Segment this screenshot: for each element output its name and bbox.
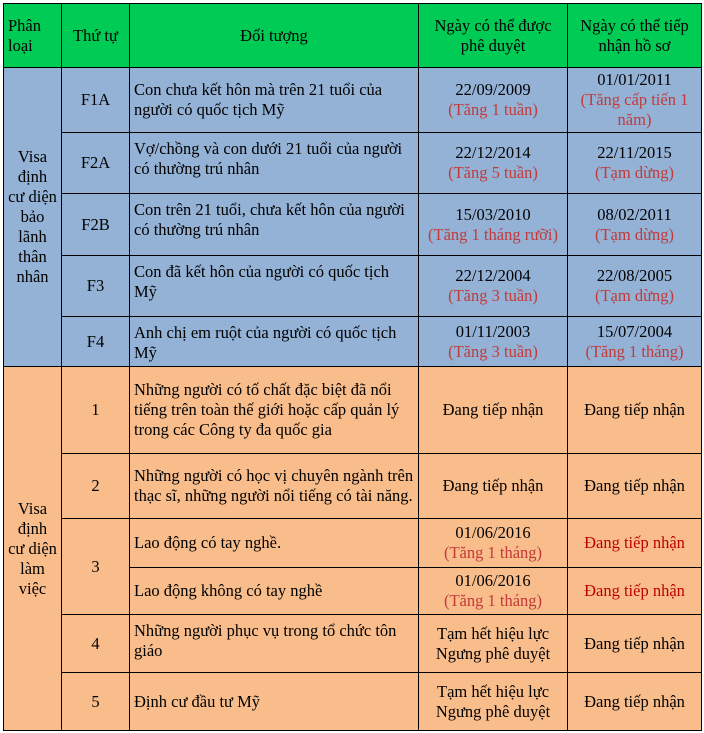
approval-cell <box>419 673 568 731</box>
receive-cell <box>568 256 702 317</box>
approval-cell <box>419 568 568 615</box>
table-row <box>4 194 702 256</box>
subject-cell: Con đã kết hôn của người có quốc tịch Mỹ <box>130 256 419 317</box>
approval-cell <box>419 519 568 568</box>
table-row <box>4 454 702 519</box>
approval-date: 22/12/2014 <box>455 143 531 162</box>
receive-cell: Đang tiếp nhận <box>568 367 702 454</box>
approval-line2: Ngưng phê duyệt <box>435 643 551 663</box>
subject-cell: Lao động không có tay nghề <box>130 568 419 615</box>
order-cell: F4 <box>62 317 130 367</box>
table-row <box>4 133 702 194</box>
approval-cell: Đang tiếp nhận <box>419 367 568 454</box>
order-cell: 2 <box>62 454 130 519</box>
approval-cell: Đang tiếp nhận <box>419 454 568 519</box>
subject-cell: Những người phục vụ trong tổ chức tôn giáo <box>130 615 419 673</box>
approval-note: (Tăng 3 tuần) <box>448 286 538 305</box>
approval-line1: Tạm hết hiệu lực <box>436 681 550 701</box>
receive-date: 15/07/2004 <box>596 321 673 341</box>
table-row <box>4 673 702 731</box>
header-row <box>4 4 702 68</box>
receive-note: (Tăng cấp tiến 1 năm) <box>580 90 689 129</box>
table-row <box>4 68 702 133</box>
approval-note: (Tăng 1 tháng) <box>443 591 543 610</box>
header-approval-date: Ngày có thể được phê duyệt <box>419 4 568 68</box>
order-cell: 4 <box>62 615 130 673</box>
receive-cell: Đang tiếp nhận <box>568 519 702 568</box>
approval-cell <box>419 194 568 256</box>
approval-note: (Tăng 1 tháng rưỡi) <box>428 224 558 244</box>
subject-cell: Định cư đầu tư Mỹ <box>130 673 419 731</box>
table-row <box>4 256 702 317</box>
table-row <box>4 615 702 673</box>
subject-cell: Lao động có tay nghề. <box>130 519 419 568</box>
receive-cell <box>568 68 702 133</box>
header-category: Phân loại <box>4 4 62 68</box>
approval-note: (Tăng 1 tháng) <box>443 543 543 562</box>
receive-date: 22/11/2015 <box>597 143 672 162</box>
order-cell: F3 <box>62 256 130 317</box>
table-row <box>4 367 702 454</box>
approval-line2: Ngưng phê duyệt <box>435 701 551 721</box>
approval-date: 01/06/2016 <box>455 571 531 590</box>
receive-date: 08/02/2011 <box>597 204 672 224</box>
approval-cell <box>419 133 568 194</box>
subject-cell: Con trên 21 tuổi, chưa kết hôn của người có thường trú nhân <box>130 194 419 256</box>
receive-cell: Đang tiếp nhận <box>568 454 702 519</box>
receive-note: (Tạm dừng) <box>594 224 675 244</box>
order-cell: 3 <box>62 519 130 615</box>
receive-note: (Tạm dừng) <box>594 163 675 182</box>
approval-date: 01/11/2003 <box>455 321 531 341</box>
receive-cell <box>568 194 702 256</box>
approval-cell <box>419 615 568 673</box>
approval-cell <box>419 256 568 317</box>
receive-cell: Đang tiếp nhận <box>568 568 702 615</box>
approval-note: (Tăng 5 tuần) <box>448 163 538 182</box>
receive-date: 01/01/2011 <box>597 70 672 89</box>
order-cell: 1 <box>62 367 130 454</box>
approval-line1: Tạm hết hiệu lực <box>436 623 550 643</box>
table-row <box>4 519 702 568</box>
table-row <box>4 317 702 367</box>
approval-date: 22/12/2004 <box>455 266 531 285</box>
approval-note: (Tăng 3 tuần) <box>448 341 538 361</box>
order-cell: F2B <box>62 194 130 256</box>
group-family: Visa định cư diện bảo lãnh thân nhân <box>4 68 62 367</box>
receive-note: (Tạm dừng) <box>594 286 675 305</box>
receive-note: (Tăng 1 tháng) <box>585 341 684 361</box>
approval-cell <box>419 68 568 133</box>
header-subject: Đối tượng <box>130 4 419 68</box>
receive-cell <box>568 133 702 194</box>
order-cell: 5 <box>62 673 130 731</box>
approval-note: (Tăng 1 tuần) <box>448 100 538 119</box>
subject-cell: Vợ/chồng và con dưới 21 tuổi của người có thường trú nhân <box>130 133 419 194</box>
approval-cell <box>419 317 568 367</box>
header-order: Thứ tự <box>62 4 130 68</box>
subject-cell: Con chưa kết hôn mà trên 21 tuổi của người có quốc tịch Mỹ <box>130 68 419 133</box>
subject-cell: Những người có tố chất đặc biệt đã nổi tiếng trên toàn thế giới hoặc cấp quản lý trong các Công ty đa quốc gia <box>130 367 419 454</box>
subject-cell: Những người có học vị chuyên ngành trên thạc sĩ, những người nổi tiếng có tài năng. <box>130 454 419 519</box>
order-cell: F1A <box>62 68 130 133</box>
order-cell: F2A <box>62 133 130 194</box>
approval-date: 01/06/2016 <box>455 523 531 542</box>
approval-date: 15/03/2010 <box>455 204 531 224</box>
receive-cell <box>568 317 702 367</box>
receive-cell: Đang tiếp nhận <box>568 673 702 731</box>
visa-table <box>3 3 702 731</box>
receive-date: 22/08/2005 <box>596 266 673 285</box>
receive-cell: Đang tiếp nhận <box>568 615 702 673</box>
group-work: Visa định cư diện làm việc <box>4 367 62 731</box>
subject-cell: Anh chị em ruột của người có quốc tịch Mỹ <box>130 317 419 367</box>
header-receive-date: Ngày có thể tiếp nhận hồ sơ <box>568 4 702 68</box>
approval-date: 22/09/2009 <box>455 80 531 99</box>
